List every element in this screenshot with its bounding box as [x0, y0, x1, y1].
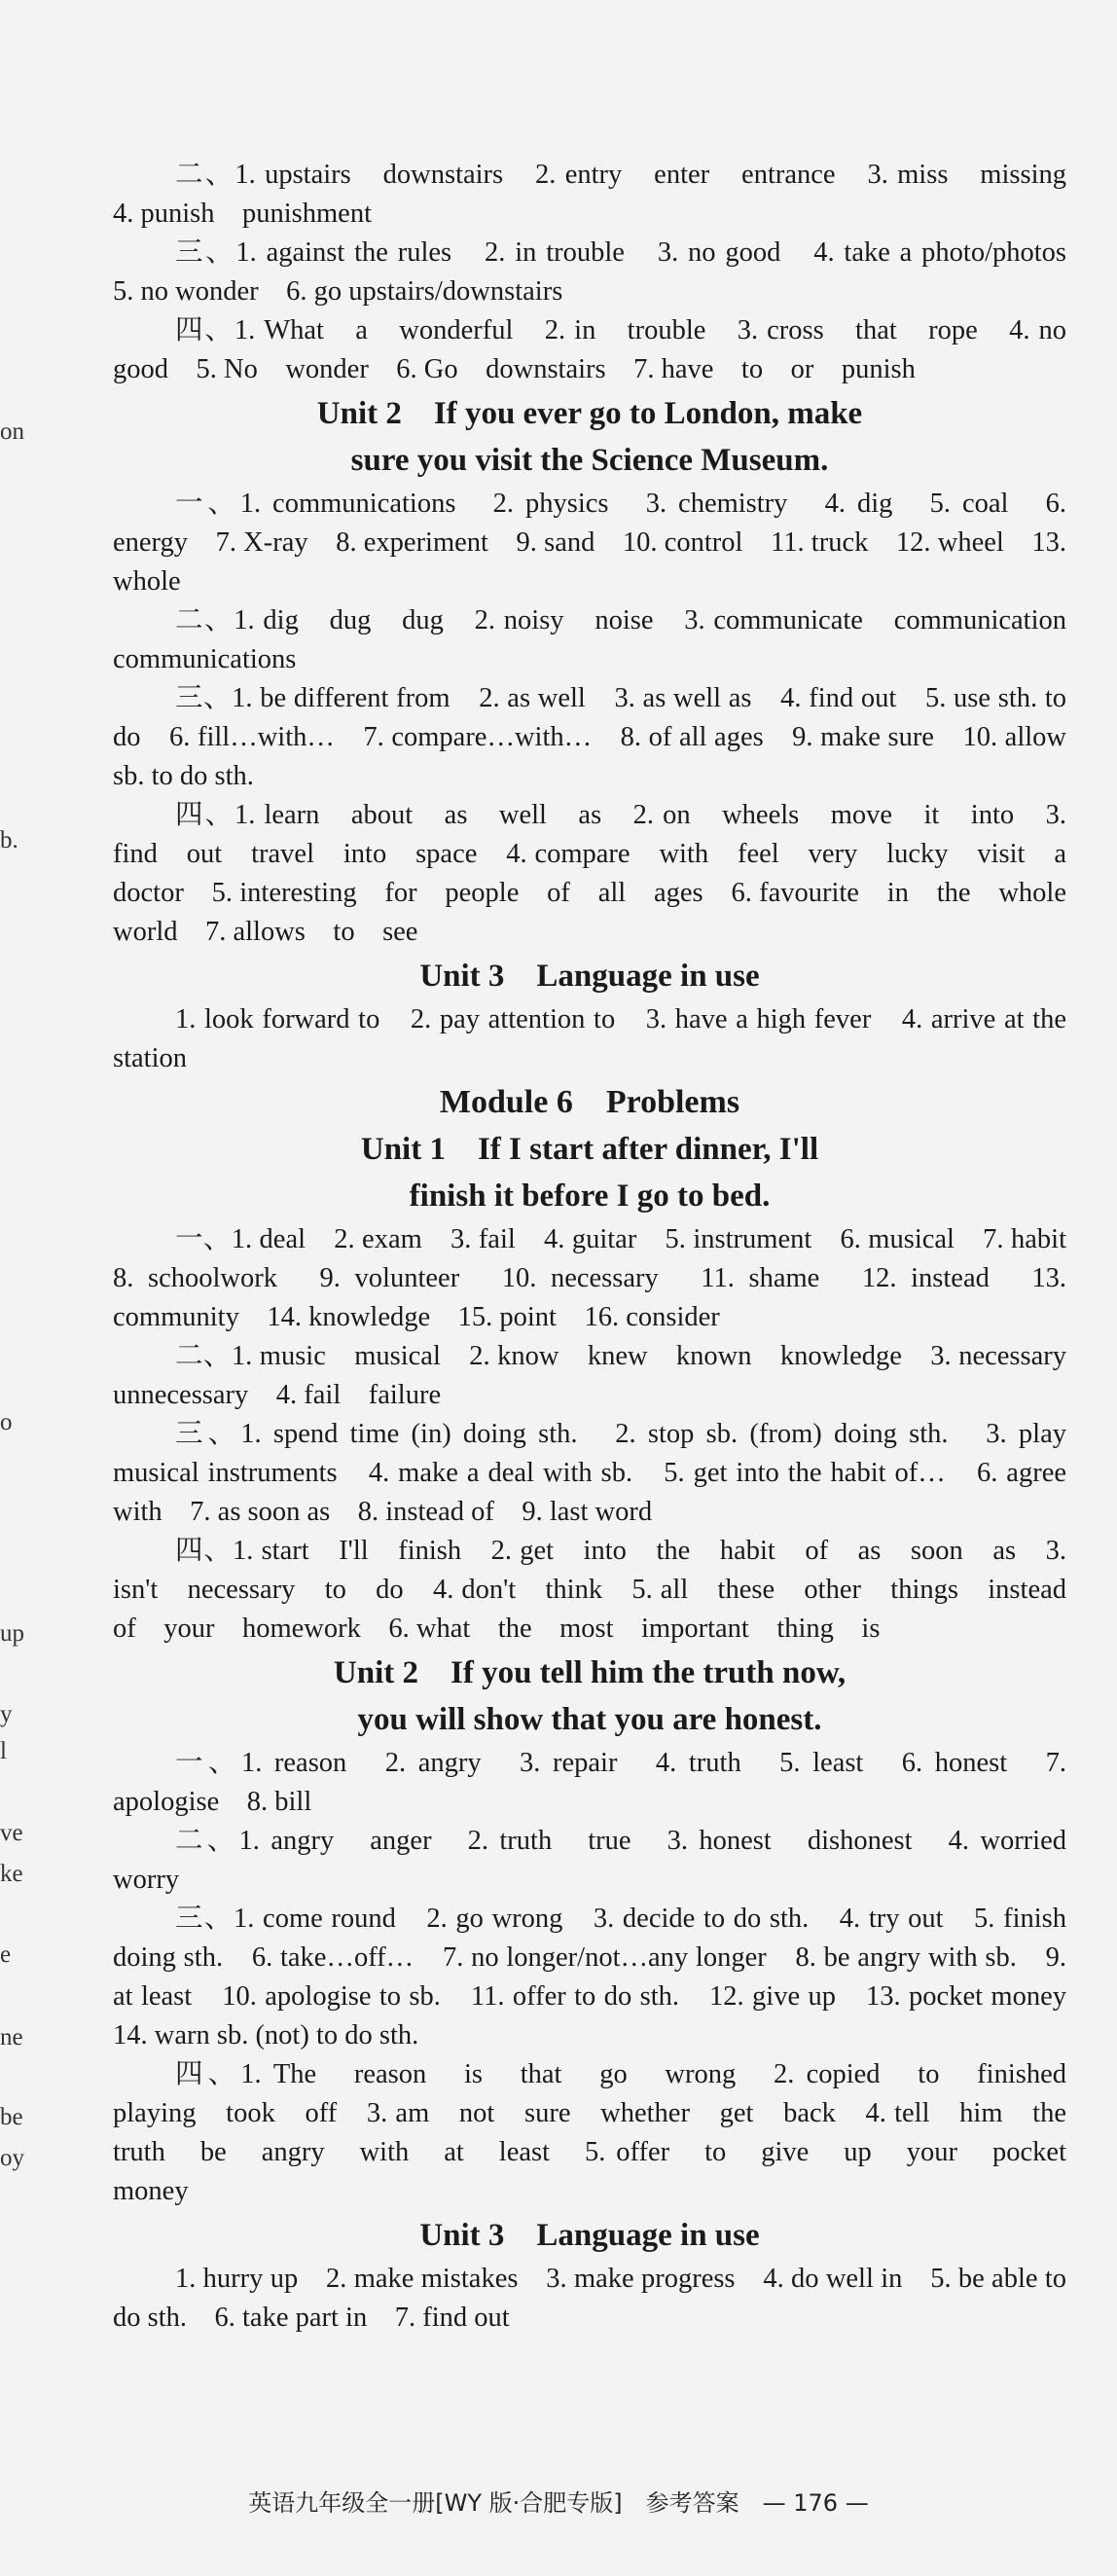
margin-fragment: y	[0, 1701, 13, 1727]
unit-heading: Unit 2 If you ever go to London, make	[316, 396, 863, 431]
unit-heading: Unit 3 Language in use	[419, 2218, 760, 2253]
margin-fragment: oy	[0, 2145, 24, 2171]
answer-paragraph: 一、1. reason 2. angry 3. repair 4. truth 5. least 6. honest 7. apologise 8. bill	[113, 1748, 1066, 1817]
margin-fragment: ke	[0, 1861, 23, 1887]
answer-paragraph: 一、1. communications 2. physics 3. chemistry 4. dig 5. coal 6. energy 7. X-ray 8. experiment 9. sand 10. control 11. truck 12. wheel 13. whole	[113, 489, 1066, 597]
unit-heading: Unit 2 If you tell him the truth now,	[333, 1655, 847, 1690]
answer-paragraph: 二、1. angry anger 2. truth true 3. honest dishonest 4. worried worry	[113, 1826, 1095, 1895]
margin-fragment: up	[0, 1620, 24, 1647]
answer-paragraph: 四、1. learn about as well as 2. on wheels move it into 3. find out travel into space 4. compare with feel very lucky visit a doctor 5. interesting for people of all ages 6. favourite in the whole world 7. allows to see	[113, 800, 1095, 947]
answer-paragraph: 一、1. deal 2. exam 3. fail 4. guitar 5. instrument 6. musical 7. habit 8. schoolwork 9. volunteer 10. necessary 11. shame 12. instead 13. community 14. knowledge 15. point 16. consider	[113, 1224, 1095, 1332]
unit-heading: you will show that you are honest.	[357, 1702, 822, 1737]
answer-paragraph: 三、1. spend time (in) doing sth. 2. stop sb. (from) doing sth. 3. play musical instruments 4. make a deal with sb. 5. get into the habit of… 6. agree with 7. as soon as 8. instead of 9. last word	[113, 1419, 1066, 1527]
answer-content	[113, 156, 1095, 2338]
margin-fragment: ne	[0, 2024, 23, 2050]
answer-paragraph: 三、1. come round 2. go wrong 3. decide to do sth. 4. try out 5. finish doing sth. 6. take…off… 7. no longer/not…any longer 8. be angry with sb. 9. at least 10. apologise to sb. 11. offer to do sth. 12. give up 13. pocket money 14. warn sb. (not) to do sth.	[113, 1904, 1095, 2050]
margin-fragment: be	[0, 2104, 23, 2130]
unit-heading: finish it before I go to bed.	[409, 1179, 771, 1214]
answer-paragraph: 三、1. be different from 2. as well 3. as well as 4. find out 5. use sth. to do 6. fill…with… 7. compare…with… 8. of all ages 9. make sure 10. allow sb. to do sth.	[113, 683, 1066, 791]
margin-fragment: ve	[0, 1820, 23, 1846]
margin-fragment: o	[0, 1409, 13, 1435]
page-footer: 英语九年级全一册[WY 版·合肥专版] 参考答案 — 176 —	[248, 2489, 869, 2517]
margin-fragment: l	[0, 1738, 7, 1764]
answer-paragraph: 二、1. dig dug dug 2. noisy noise 3. communicate communication communications	[113, 605, 1095, 674]
answer-paragraph: 三、1. against the rules 2. in trouble 3. no good 4. take a photo/photos 5. no wonder 6. go upstairs/downstairs	[113, 237, 1095, 307]
answer-paragraph: 四、1. start I'll finish 2. get into the habit of as soon as 3. isn't necessary to do 4. don't think 5. all these other things instead of your homework 6. what the most important thing is	[113, 1536, 1095, 1644]
answer-paragraph: 1. hurry up 2. make mistakes 3. make progress 4. do well in 5. be able to do sth. 6. take part in 7. find out	[113, 2264, 1066, 2333]
answer-paragraph: 二、1. music musical 2. know knew known knowledge 3. necessary unnecessary 4. fail failure	[113, 1341, 1095, 1410]
answer-paragraph: 1. look forward to 2. pay attention to 3. have a high fever 4. arrive at the station	[113, 1004, 1066, 1073]
margin-fragment: b.	[0, 827, 18, 853]
unit-heading: sure you visit the Science Museum.	[350, 443, 829, 478]
margin-fragment: e	[0, 1941, 12, 1968]
module-heading: Module 6 Problems	[439, 1084, 740, 1120]
answer-paragraph: 四、1. The reason is that go wrong 2. copied to finished playing took off 3. am not sure whether get back 4. tell him the truth be angry with at least 5. offer to give up your pocket money	[113, 2059, 1095, 2206]
answer-paragraph: 二、1. upstairs downstairs 2. entry enter entrance 3. miss missing 4. punish punishment	[113, 160, 1095, 229]
unit-heading: Unit 1 If I start after dinner, I'll	[360, 1132, 819, 1167]
unit-heading: Unit 3 Language in use	[419, 959, 760, 994]
margin-fragment: on	[0, 418, 24, 445]
answer-paragraph: 四、1. What a wonderful 2. in trouble 3. cross that rope 4. no good 5. No wonder 6. Go downstairs 7. have to or punish	[113, 315, 1095, 384]
left-margin-bleed	[0, 0, 39, 2576]
